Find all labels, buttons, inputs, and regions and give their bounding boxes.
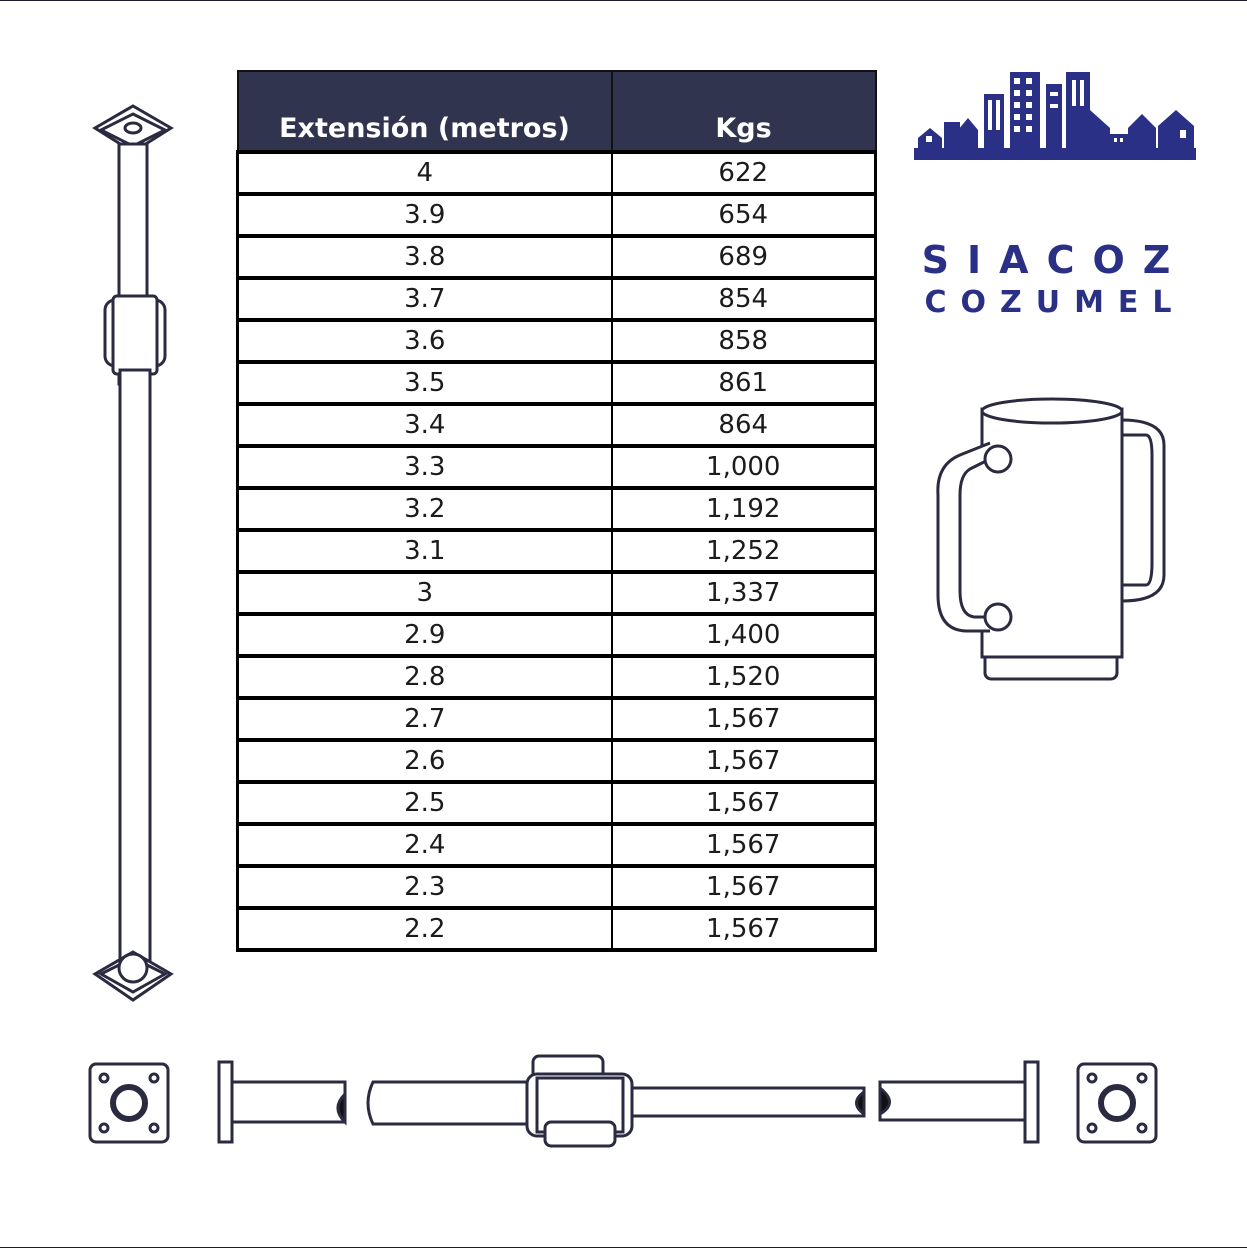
kgs-cell: 1,567: [612, 824, 876, 866]
table-row: [238, 824, 876, 866]
extension-cell: 2.8: [238, 656, 612, 698]
table-row: [238, 782, 876, 824]
extension-cell: 3.7: [238, 278, 612, 320]
table-row: [238, 152, 876, 194]
table-row: [238, 278, 876, 320]
extension-header: Extensión (metros): [238, 71, 612, 152]
vertical-shore-icon: [85, 100, 185, 1010]
table-row: [238, 740, 876, 782]
extension-cell: 3.6: [238, 320, 612, 362]
kgs-cell: 1,252: [612, 530, 876, 572]
sleeve-coupler-icon: [930, 395, 1175, 690]
logo-subtitle: COZUMEL: [924, 285, 1186, 320]
extension-cell: 3.4: [238, 404, 612, 446]
kgs-cell: 1,567: [612, 698, 876, 740]
table-row: [238, 236, 876, 278]
kgs-cell: 654: [612, 194, 876, 236]
top-border: [0, 0, 1247, 1]
extension-cell: 3.9: [238, 194, 612, 236]
kgs-cell: 622: [612, 152, 876, 194]
base-plate-icon: [1076, 1062, 1160, 1146]
table-row: [238, 530, 876, 572]
kgs-cell: 861: [612, 362, 876, 404]
extension-cell: 3.1: [238, 530, 612, 572]
bottom-border: [0, 1247, 1247, 1248]
kgs-cell: 689: [612, 236, 876, 278]
siacoz-logo: [910, 70, 1200, 320]
table-row: [238, 908, 876, 950]
kgs-cell: 1,000: [612, 446, 876, 488]
extension-cell: 3.2: [238, 488, 612, 530]
table-row: [238, 194, 876, 236]
table-row: [238, 320, 876, 362]
extension-cell: 2.3: [238, 866, 612, 908]
base-plate-icon: [88, 1062, 172, 1146]
kgs-cell: 1,192: [612, 488, 876, 530]
kgs-cell: 1,400: [612, 614, 876, 656]
city-skyline-icon: [914, 70, 1196, 166]
table-row: [238, 446, 876, 488]
horizontal-shore-icon: [215, 1050, 1045, 1155]
extension-cell: 4: [238, 152, 612, 194]
table-row: [238, 866, 876, 908]
logo-name: SIACOZ: [921, 238, 1189, 282]
extension-cell: 3: [238, 572, 612, 614]
kgs-cell: 1,567: [612, 866, 876, 908]
extension-cell: 3.3: [238, 446, 612, 488]
table-row: [238, 404, 876, 446]
table-row: [238, 698, 876, 740]
table-row: [238, 656, 876, 698]
kgs-cell: 1,567: [612, 782, 876, 824]
kgs-cell: 1,520: [612, 656, 876, 698]
kgs-cell: 864: [612, 404, 876, 446]
kgs-cell: 1,567: [612, 740, 876, 782]
extension-cell: 2.5: [238, 782, 612, 824]
kgs-cell: 858: [612, 320, 876, 362]
extension-cell: 3.5: [238, 362, 612, 404]
extension-cell: 3.8: [238, 236, 612, 278]
kgs-cell: 1,337: [612, 572, 876, 614]
table-body: [238, 152, 876, 950]
table-row: [238, 614, 876, 656]
kgs-cell: 1,567: [612, 908, 876, 950]
kgs-header: Kgs: [612, 71, 876, 152]
extension-cell: 2.7: [238, 698, 612, 740]
table-row: [238, 572, 876, 614]
table-header-row: [238, 71, 876, 152]
table-row: [238, 488, 876, 530]
kgs-cell: 854: [612, 278, 876, 320]
extension-cell: 2.6: [238, 740, 612, 782]
extension-cell: 2.2: [238, 908, 612, 950]
extension-cell: 2.9: [238, 614, 612, 656]
load-capacity-table: [236, 70, 877, 952]
table-row: [238, 362, 876, 404]
extension-cell: 2.4: [238, 824, 612, 866]
